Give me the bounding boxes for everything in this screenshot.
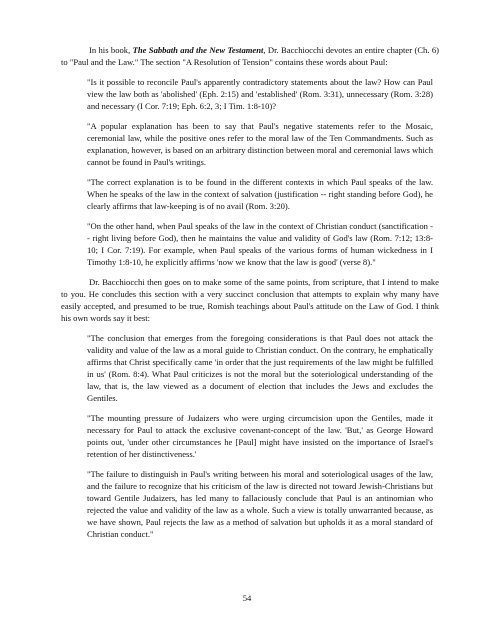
page-body [61,44,439,548]
block-quote: "Is it possible to reconcile Paul's apparently contradictory statements about the law? How can Paul view the law both as 'abolished' (Eph. 2:15) and 'established' (Rom. 3:31), unnecessary (Rom. 3:28) and necessary (I Cor. 7:19; Eph. 6:2, 3; I Tim. 1:8-10)? [87,77,433,111]
block-quote: "The mounting pressure of Judaizers who were urging circumcision upon the Gentiles, made it necessary for Paul to attack the exclusive covenant-concept of the law. 'But,' as George Howard points out, 'under other circumstances he [Paul] might have insisted on the importance of Israel's retention of her distinctiveness.' [87,413,433,459]
block-quote: "A popular explanation has been to say that Paul's negative statements refer to the Mosaic, ceremonial law, while the positive ones refer to the moral law of the Ten Commandments. Such as explanation, however, is based on an arbitrary distinction between moral and ceremonial laws which cannot be found in Paul's writings. [87,121,433,167]
block-quote: "The failure to distinguish in Paul's writing between his moral and soteriological usages of the law, and the failure to recognize that his criticism of the law is directed not toward Jewish-Christians but toward Gentile Judaizers, has led many to fallaciously conclude that Paul is an antinomian who rejected the value and validity of the law as a whole. Such a view is totally unwarranted because, as we have shown, Paul rejects the law as a method of salvation but upholds it as a moral standard of Christian conduct." [87,469,433,539]
book-title: The Sabbath and the New Testament [132,45,264,55]
block-quote: "The conclusion that emerges from the foregoing considerations is that Paul does not attack the validity and value of the law as a moral guide to Christian conduct. On the contrary, he emphatically affirms that Christ specifically came 'in order that the just requirements of the law might be fulfilled in us' (Rom. 8:4). What Paul criticizes is not the moral but the soteriological understanding of the law, that is, the law viewed as a document of election that includes the Jews and excludes the Gentiles. [87,333,433,403]
intro-text-before: In his book, [89,45,133,55]
block-quote: "The correct explanation is to be found in the different contexts in which Paul speaks of the law. When he speaks of the law in the context of salvation (justification -- right standing before God), he clearly affirms that law-keeping is of no avail (Rom. 3:20). [87,177,433,211]
page-number: 54 [242,593,252,603]
block-quote: "On the other hand, when Paul speaks of the law in the context of Christian conduct (sanctification -- right living before God), then he maintains the value and validity of God's law (Rom. 7:12; 13:8-10; I Cor. 7:19). For example, when Paul speaks of the various forms of human wickedness in I Timothy 1:8-10, he explicitly affirms 'now we know that the law is good' (verse 8)." [87,221,433,267]
body-paragraph: Dr. Bacchiocchi then goes on to make some of the same points, from scripture, that I intend to make to you. He concludes this section with a very succinct conclusion that attempts to explain why many have easily accepted, and presumed to be true, Romish teachings about Paul's attitude on the Law of God. I think his own words say it best: [61,277,439,323]
intro-text-after: , Dr. Bacchiocchi devotes an entire chapter (Ch. 6) to "Paul and the Law." The section "A Resolution of Tension" contains these words about Paul: [61,45,440,67]
intro-paragraph [61,44,439,68]
